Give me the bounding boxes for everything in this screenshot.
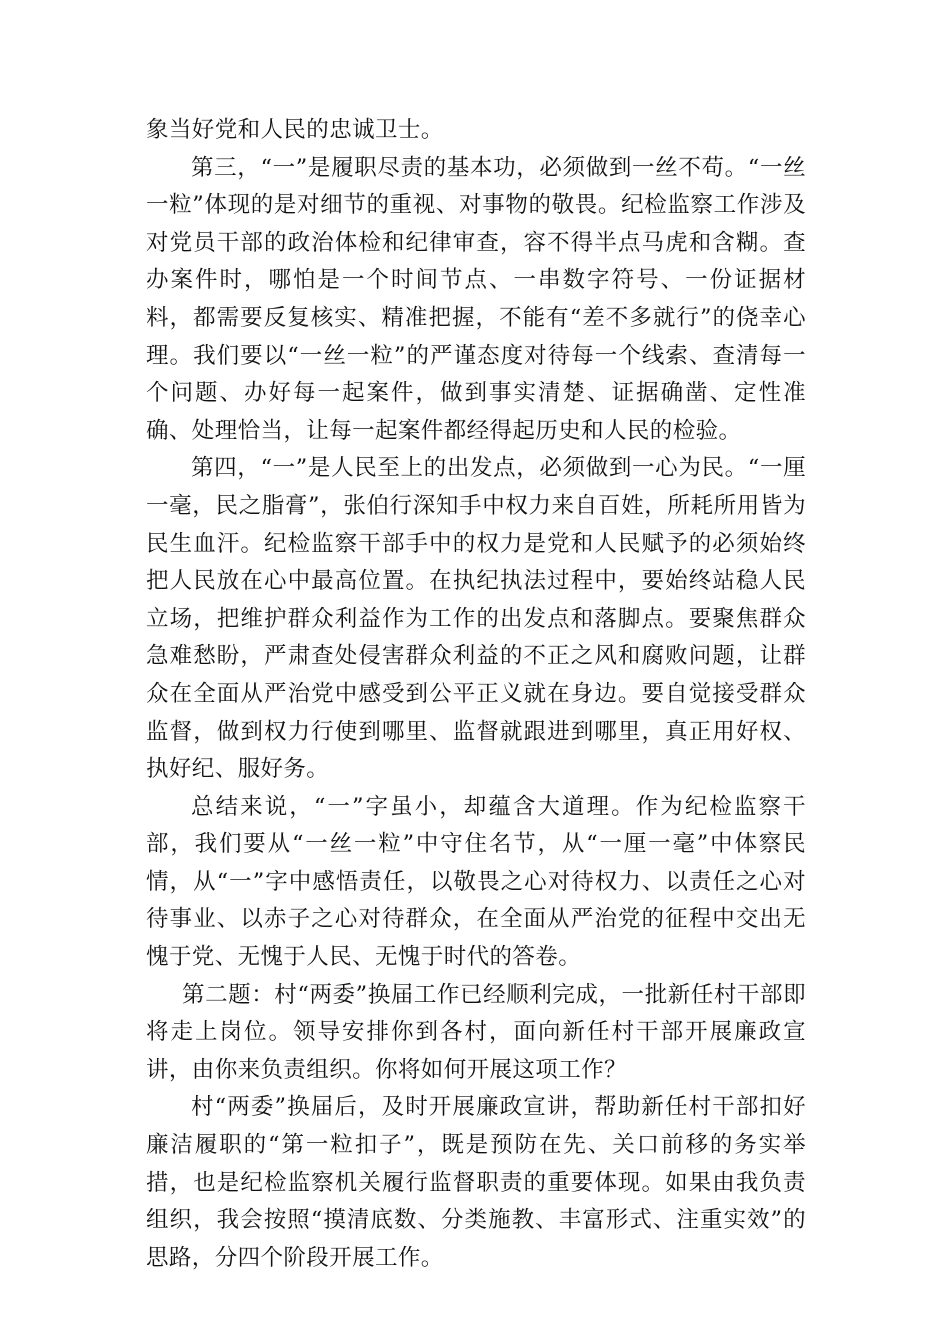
paragraph-summary: 总结来说，“一”字虽小，却蕴含大道理。作为纪检监察干部，我们要从“一丝一粒”中守住名节，从“一厘一毫”中体察民情，从“一”字中感悟责任，以敬畏之心对待权力、以责任之心对待事业、以赤子之心对待群众，在全面从严治党的征程中交出无愧于党、无愧于人民、无愧于时代的答卷。: [146, 793, 806, 971]
question-two: 第二题：村“两委”换届工作已经顺利完成，一批新任村干部即将走上岗位。领导安排你到各村，面向新任村干部开展廉政宣讲，由你来负责组织。你将如何开展这项工作？: [146, 981, 806, 1083]
paragraph-continuation: 象当好党和人民的忠诚卫士。: [146, 117, 444, 143]
paragraph-point-three: 第三，“一”是履职尽责的基本功，必须做到一丝不苟。“一丝一粒”体现的是对细节的重视、对事物的敬畏。纪检监察工作涉及对党员干部的政治体检和纪律审查，容不得半点马虎和含糊。查办案件时，哪怕是一个时间节点、一串数字符号、一份证据材料，都需要反复核实、精准把握，不能有“差不多就行”的侥幸心理。我们要以“一丝一粒”的严谨态度对待每一个线索、查清每一个问题、办好每一起案件，做到事实清楚、证据确凿、定性准确、处理恰当，让每一起案件都经得起历史和人民的检验。: [146, 154, 806, 444]
paragraph-point-four: 第四，“一”是人民至上的出发点，必须做到一心为民。“一厘一毫，民之脂膏”，张伯行深知手中权力来自百姓，所耗所用皆为民生血汗。纪检监察干部手中的权力是党和人民赋予的必须始终把人民放在心中最高位置。在执纪执法过程中，要始终站稳人民立场，把维护群众利益作为工作的出发点和落脚点。要聚焦群众急难愁盼，严肃查处侵害群众利益的不正之风和腐败问题，让群众在全面从严治党中感受到公平正义就在身边。要自觉接受群众监督，做到权力行使到哪里、监督就跟进到哪里，真正用好权、执好纪、服好务。: [146, 455, 806, 783]
document-body: [146, 112, 806, 1277]
answer-intro: 村“两委”换届后，及时开展廉政宣讲，帮助新任村干部扣好廉洁履职的“第一粒扣子”，既是预防在先、关口前移的务实举措，也是纪检监察机关履行监督职责的重要体现。如果由我负责组织，我会按照“摸清底数、分类施教、丰富形式、注重实效”的思路，分四个阶段开展工作。: [146, 1094, 806, 1271]
